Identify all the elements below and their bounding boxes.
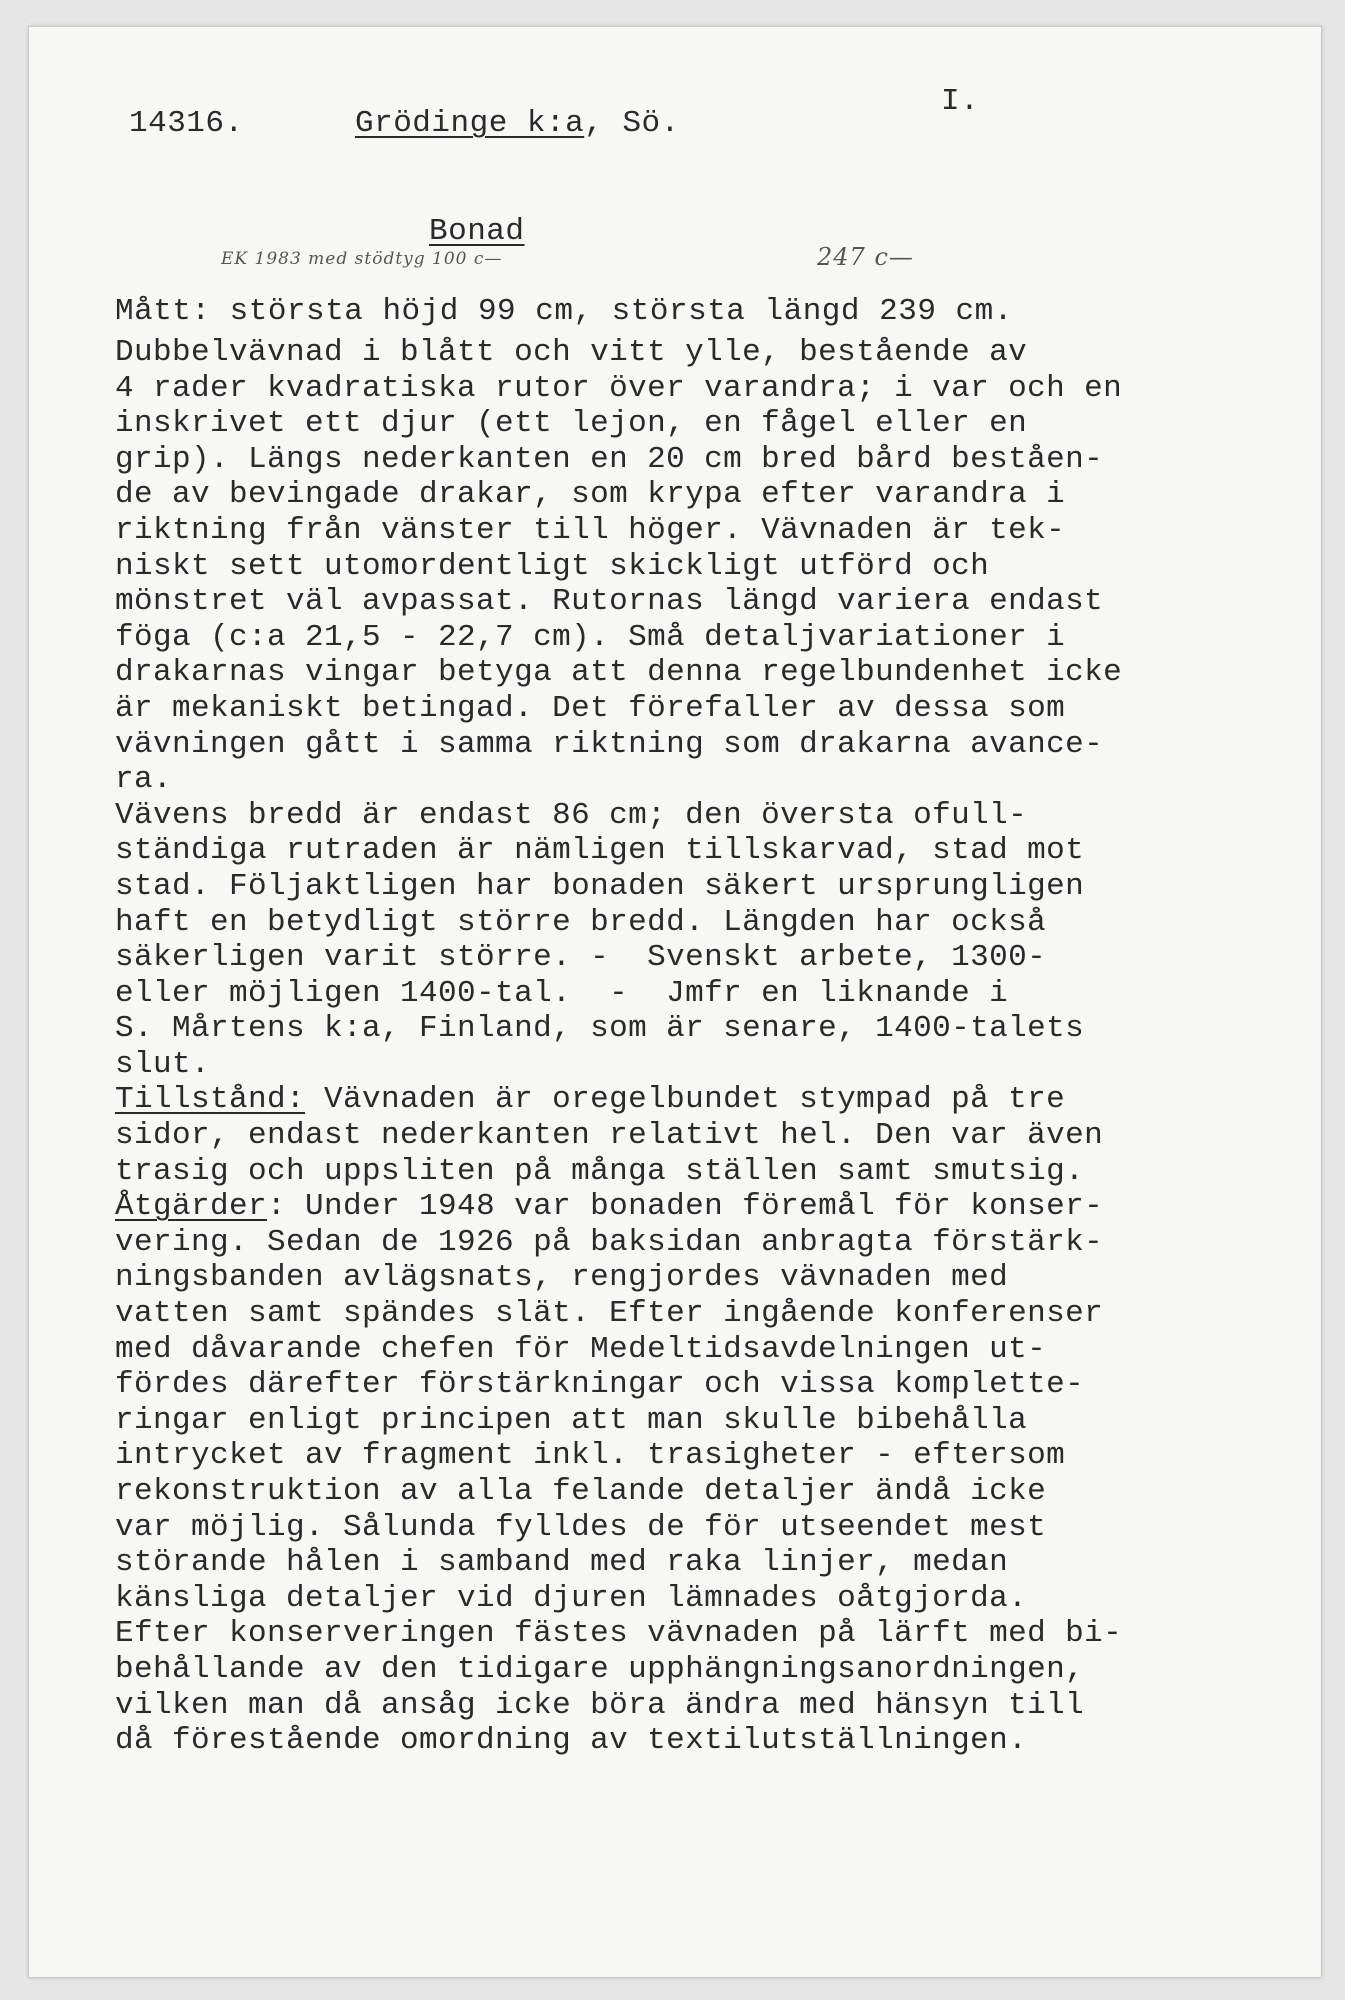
text-line — [115, 798, 1122, 834]
handwritten-note-left: EK 1983 med stödtyg 100 c— — [221, 249, 503, 269]
text-line — [115, 513, 1122, 549]
line-text: fördes därefter förstärkningar och vissa komplette- — [115, 1367, 1085, 1403]
text-line — [115, 1154, 1122, 1190]
line-text: ningsbanden avlägsnats, rengjordes vävnaden med — [115, 1260, 1009, 1296]
text-line — [115, 976, 1122, 1012]
text-line — [115, 1545, 1122, 1581]
line-text: Dubbelvävnad i blått och vitt ylle, bestående av — [115, 335, 1028, 370]
line-text: intrycket av fragment inkl. trasigheter - eftersom — [115, 1438, 1066, 1474]
archive-card — [28, 26, 1322, 1978]
text-line — [115, 1260, 1122, 1296]
text-line — [115, 905, 1122, 941]
line-text: trasig och uppsliten på många ställen samt smutsig. — [115, 1153, 1085, 1189]
line-text: sidor, endast nederkanten relativt hel. Den var även — [115, 1118, 1104, 1154]
line-text: störande hålen i samband med raka linjer, medan — [115, 1545, 1009, 1581]
line-text: niskt sett utomordentligt skickligt utförd och — [115, 548, 990, 584]
line-text: vilken man då ansåg icke böra ändra med hänsyn till — [115, 1687, 1085, 1723]
text-line — [115, 1011, 1122, 1047]
text-line — [115, 1047, 1122, 1083]
text-line — [115, 1332, 1122, 1368]
text-line — [115, 549, 1122, 585]
line-text: behållande av den tidigare upphängningsanordningen, — [115, 1651, 1085, 1687]
line-text: : Under 1948 var bonaden föremål för konser- — [267, 1189, 1104, 1225]
text-line — [115, 477, 1122, 513]
line-text: ständiga rutraden är nämligen tillskarvad, stad mot — [115, 833, 1085, 869]
text-line — [115, 406, 1122, 442]
line-text: Efter konserveringen fästes vävnaden på lärft med bi- — [115, 1616, 1123, 1652]
text-line — [115, 442, 1122, 478]
text-line — [115, 1688, 1122, 1724]
text-line — [115, 1616, 1122, 1652]
line-text: vävningen gått i samma riktning som drakarna avance- — [115, 726, 1104, 762]
text-line — [115, 762, 1122, 798]
text-line — [115, 1652, 1122, 1688]
text-line — [115, 727, 1122, 763]
line-text: vatten samt spändes slät. Efter ingående konferenser — [115, 1296, 1104, 1332]
line-text: inskrivet ett djur (ett lejon, en fågel eller en — [115, 406, 1028, 442]
text-line — [115, 1438, 1122, 1474]
text-line — [115, 1225, 1122, 1261]
line-text: är mekaniskt betingad. Det förefaller av dessa som — [115, 690, 1066, 726]
section-label: Tillstånd: — [115, 1082, 306, 1118]
line-text: haft en betydligt större bredd. Längden har också — [115, 904, 1047, 940]
text-line — [115, 1510, 1122, 1546]
line-text: drakarnas vingar betyga att denna regelbundenhet icke — [115, 655, 1123, 691]
line-text: var möjlig. Sålunda fylldes de för utseendet mest — [115, 1509, 1047, 1545]
line-text: 4 rader kvadratiska rutor över varandra; i var och en — [115, 370, 1123, 406]
document-title: Bonad — [429, 214, 525, 249]
line-text: ra. — [115, 762, 173, 798]
line-text: vering. Sedan de 1926 på baksidan anbragta förstärk- — [115, 1224, 1104, 1260]
text-line — [115, 584, 1122, 620]
text-line — [115, 1581, 1122, 1617]
line-text: rekonstruktion av alla felande detaljer ändå icke — [115, 1474, 1047, 1509]
line-text: slut. — [115, 1046, 211, 1082]
line-text: säkerligen varit större. - Svenskt arbete, 1300- — [115, 940, 1047, 976]
description-body — [115, 335, 1122, 1759]
text-line — [115, 1367, 1122, 1403]
line-text: då förestående omordning av textilutställningen. — [115, 1723, 1028, 1759]
line-text: stad. Följaktligen har bonaden säkert ursprungligen — [115, 868, 1085, 904]
line-text: mönstret väl avpassat. Rutornas längd variera endast — [115, 584, 1104, 620]
line-text: Vävnaden är oregelbundet stympad på tre — [305, 1082, 1066, 1118]
text-line — [115, 655, 1122, 691]
line-text: känsliga detaljer vid djuren lämnades oåtgjorda. — [115, 1580, 1028, 1616]
line-text: de av bevingade drakar, som krypa efter varandra i — [115, 477, 1066, 513]
text-line — [115, 371, 1122, 407]
line-text: grip). Längs nederkanten en 20 cm bred bård beståen- — [115, 441, 1104, 477]
text-line — [115, 1118, 1122, 1154]
text-line — [115, 1474, 1122, 1510]
text-line — [115, 1296, 1122, 1332]
text-line — [115, 1403, 1122, 1439]
text-line — [115, 833, 1122, 869]
location — [355, 105, 680, 143]
location-suffix: , Sö. — [584, 106, 680, 141]
text-line — [115, 1189, 1122, 1225]
section-label: Åtgärder — [115, 1189, 268, 1225]
handwritten-note-right: 247 c— — [817, 243, 914, 271]
text-line — [115, 620, 1122, 656]
line-text: föga (c:a 21,5 - 22,7 cm). Små detaljvariationer i — [115, 619, 1066, 655]
text-line — [115, 940, 1122, 976]
line-text: med dåvarande chefen för Medeltidsavdelningen ut- — [115, 1331, 1047, 1367]
measurements: Mått: största höjd 99 cm, största längd 239 cm. — [115, 294, 1013, 329]
page-number: I. — [941, 84, 980, 119]
text-line — [115, 869, 1122, 905]
line-text: ringar enligt principen att man skulle bibehålla — [115, 1402, 1028, 1438]
text-line — [115, 691, 1122, 727]
line-text: eller möjligen 1400-tal. - Jmfr en liknande i — [115, 975, 1009, 1011]
record-number: 14316. — [129, 106, 244, 141]
line-text: riktning från vänster till höger. Vävnaden är tek- — [115, 512, 1066, 548]
location-name: Grödinge k:a — [355, 106, 585, 141]
text-line — [115, 1082, 1122, 1118]
text-line — [115, 335, 1122, 371]
line-text: S. Mårtens k:a, Finland, som är senare, 1400-talets — [115, 1011, 1085, 1047]
line-text: Vävens bredd är endast 86 cm; den översta ofull- — [115, 797, 1028, 833]
text-line — [115, 1723, 1122, 1759]
